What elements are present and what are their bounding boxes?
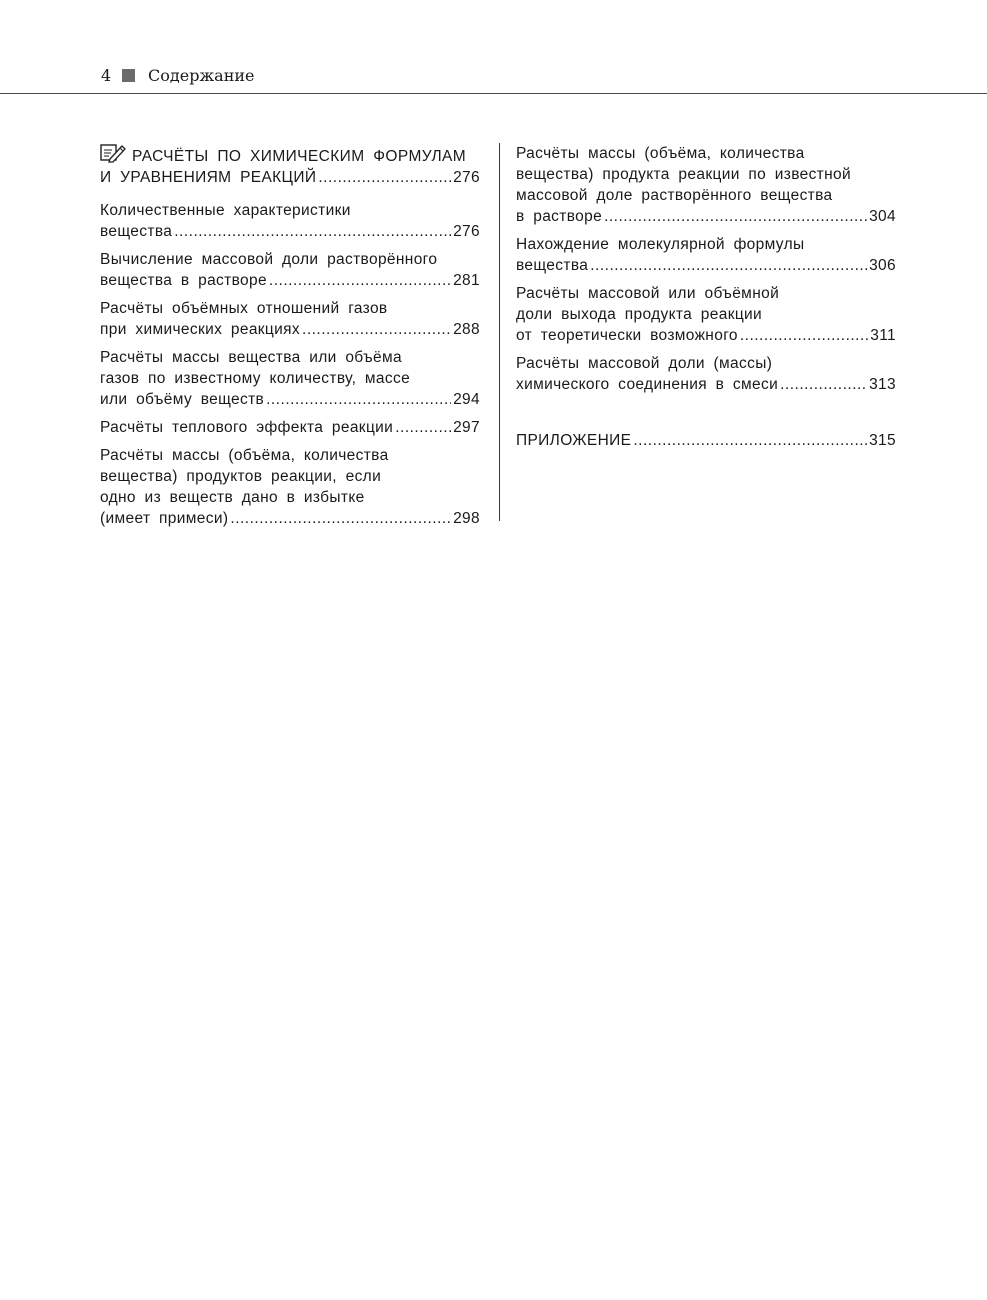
entry-title: Расчёты теплового эффекта реакции — [100, 419, 394, 436]
leader-dots — [174, 221, 451, 242]
toc-entry[interactable] — [100, 298, 480, 340]
toc-section-heading[interactable] — [100, 143, 480, 188]
toc-entry[interactable] — [100, 417, 480, 438]
leader-dots — [604, 206, 867, 227]
page-ref: 306 — [869, 257, 896, 274]
entry-title-line: Вычисление массовой доли растворённого — [100, 251, 438, 268]
leader-dots — [780, 374, 867, 395]
spacer — [516, 402, 896, 430]
entry-title-line: одно из веществ дано в избытке — [100, 489, 365, 506]
page-ref: 281 — [453, 272, 480, 289]
entry-title-line: вещества) продуктов реакции, если — [100, 468, 382, 485]
entry-title: в растворе — [516, 208, 603, 225]
page-ref: 288 — [453, 321, 480, 338]
entry-title-line: Расчёты массы вещества или объёма — [100, 349, 402, 366]
leader-dots — [302, 319, 451, 340]
leader-dots — [318, 167, 451, 188]
entry-title: вещества — [516, 257, 589, 274]
entry-title: химического соединения в смеси — [516, 376, 779, 393]
leader-dots — [590, 255, 867, 276]
entry-title: от теоретически возможного — [516, 327, 738, 344]
header-title: Содержание — [148, 66, 255, 85]
toc-entry[interactable] — [516, 234, 896, 276]
toc-entry[interactable] — [100, 249, 480, 291]
running-header — [0, 66, 987, 94]
toc-left-column — [100, 143, 480, 536]
toc-entry[interactable] — [100, 445, 480, 529]
page-ref: 311 — [870, 327, 896, 344]
toc-entry[interactable] — [516, 353, 896, 395]
leader-dots — [230, 508, 451, 529]
entry-title-line: газов по известному количеству, массе — [100, 370, 411, 387]
leader-dots — [395, 417, 451, 438]
entry-title-line: Нахождение молекулярной формулы — [516, 236, 805, 253]
leader-dots — [269, 270, 451, 291]
toc-entries-right — [516, 143, 896, 395]
entry-title-line: Расчёты массы (объёма, количества — [100, 447, 389, 464]
entry-title-line: Расчёты объёмных отношений газов — [100, 300, 388, 317]
page-ref: 304 — [869, 208, 896, 225]
entry-title: или объёму веществ — [100, 391, 265, 408]
square-bullet-icon — [122, 69, 135, 82]
page-number: 4 — [101, 66, 112, 85]
entry-title: (имеет примеси) — [100, 510, 229, 527]
page-ref: 313 — [869, 376, 896, 393]
entry-title-line: Расчёты массовой или объёмной — [516, 285, 780, 302]
leader-dots — [633, 430, 867, 451]
section-heading-line: РАСЧЁТЫ ПО ХИМИЧЕСКИМ ФОРМУЛАМ — [132, 148, 467, 165]
page-ref: 297 — [453, 419, 480, 436]
entry-title-line: Расчёты массовой доли (массы) — [516, 355, 773, 372]
page-ref: 294 — [453, 391, 480, 408]
leader-dots — [266, 389, 451, 410]
entry-title-line: Количественные характеристики — [100, 202, 351, 219]
toc-entry-appendix[interactable] — [516, 430, 896, 451]
toc-entry[interactable] — [516, 143, 896, 227]
page-ref: 276 — [453, 223, 480, 240]
page-ref: 276 — [453, 169, 480, 186]
entry-title: при химических реакциях — [100, 321, 301, 338]
section-heading-text: И УРАВНЕНИЯМ РЕАКЦИЙ — [100, 169, 317, 186]
column-divider — [499, 143, 500, 521]
leader-dots — [740, 325, 868, 346]
pencil-note-icon — [100, 143, 126, 163]
entry-title-line: вещества) продукта реакции по известной — [516, 166, 852, 183]
toc-right-column — [516, 143, 896, 458]
entry-title: вещества в растворе — [100, 272, 267, 289]
entry-title-line: Расчёты массы (объёма, количества — [516, 145, 805, 162]
toc-entry[interactable] — [100, 200, 480, 242]
entry-title: ПРИЛОЖЕНИЕ — [516, 432, 632, 449]
toc-entries-left — [100, 200, 480, 529]
toc-entry[interactable] — [516, 283, 896, 346]
entry-title: вещества — [100, 223, 173, 240]
entry-title-line: доли выхода продукта реакции — [516, 306, 763, 323]
toc-entry[interactable] — [100, 347, 480, 410]
entry-title-line: массовой доле растворённого вещества — [516, 187, 833, 204]
page-ref: 298 — [453, 510, 480, 527]
page-ref: 315 — [869, 432, 896, 449]
